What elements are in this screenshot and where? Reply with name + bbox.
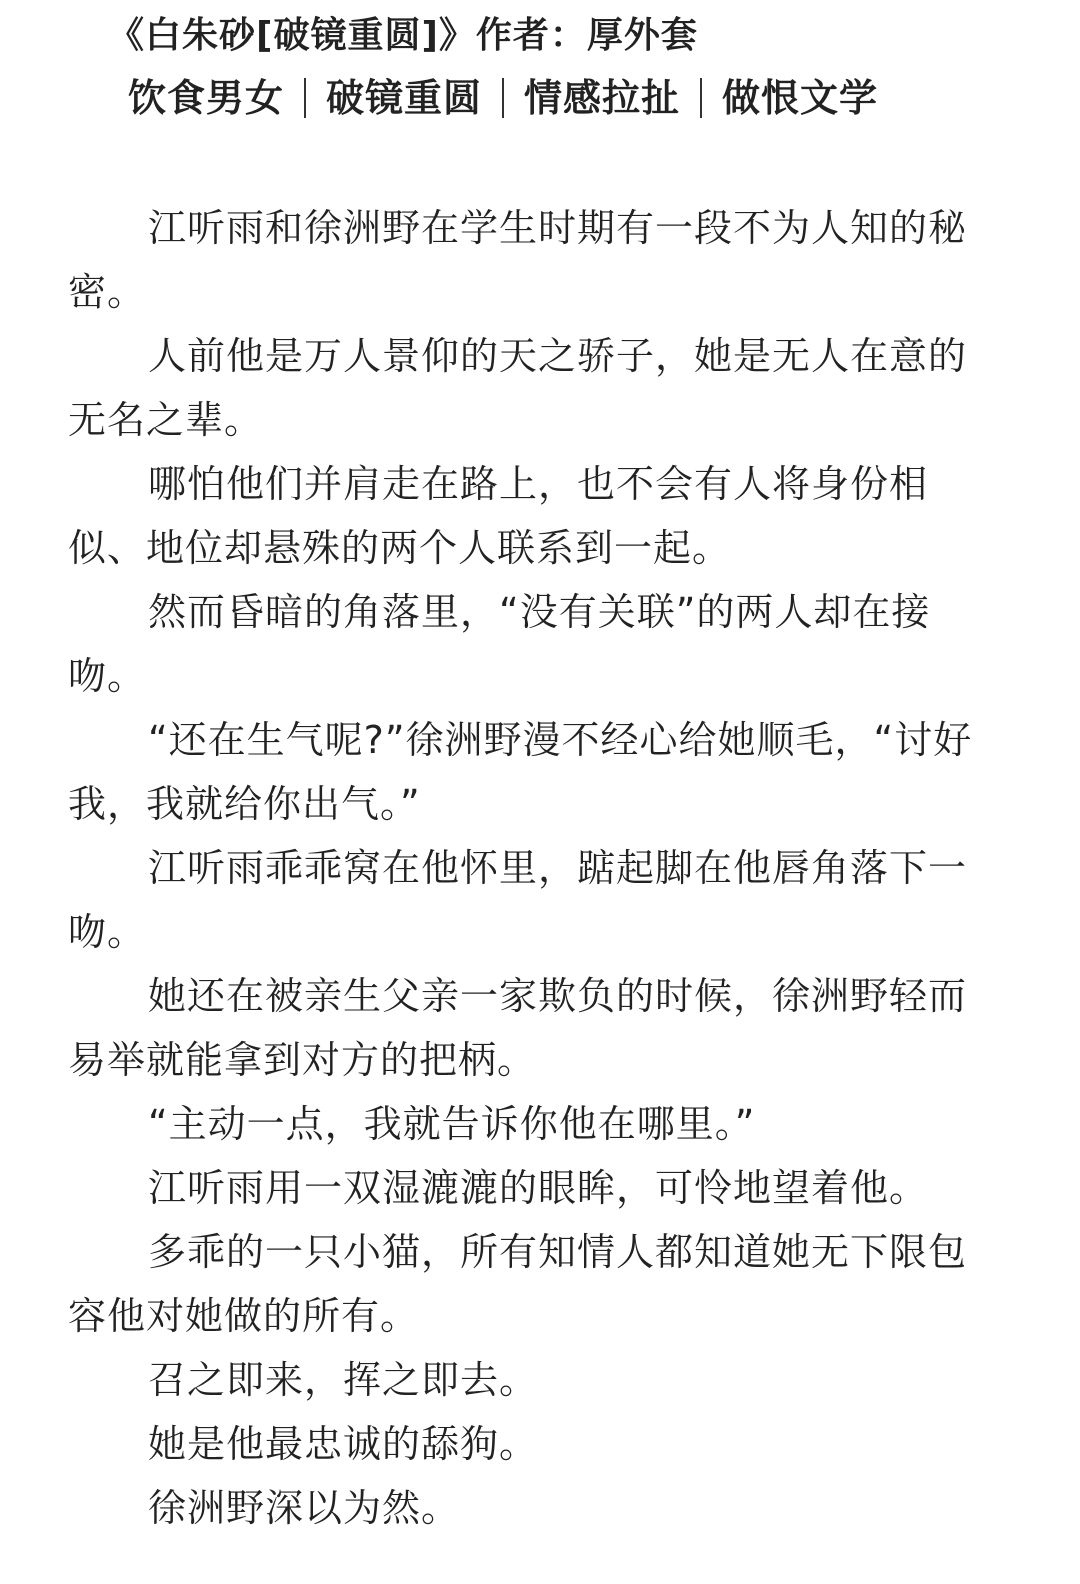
paragraph: 江听雨用一双湿漉漉的眼眸，可怜地望着他。 [148,1166,929,1210]
paragraph: 然而昏暗的角落里，“没有关联”的两人却在接吻。 [68,590,931,698]
paragraph: 人前他是万人景仰的天之骄子，她是无人在意的无名之辈。 [68,334,968,442]
tag-divider [304,78,306,118]
tag-divider [700,78,702,118]
paragraph: “主动一点，我就告诉你他在哪里。” [148,1102,756,1146]
tag-divider [502,78,504,118]
paragraph: 她是他最忠诚的舔狗。 [148,1422,539,1466]
tag-item: 饮食男女 [128,76,285,120]
book-title: 《白朱砂[破镜重圆]》作者：厚外套 [108,15,698,56]
paragraph: “还在生气呢?”徐洲野漫不经心给她顺毛，“讨好我，我就给你出气。” [68,718,973,826]
synopsis-body [68,196,988,1540]
paragraph: 她还在被亲生父亲一家欺负的时候，徐洲野轻而易举就能拿到对方的把柄。 [68,974,968,1082]
paragraph: 召之即来，挥之即去。 [148,1358,539,1402]
tag-item: 情感拉扯 [524,76,681,120]
paragraph: 江听雨和徐洲野在学生时期有一段不为人知的秘密。 [68,206,968,314]
tag-item: 做恨文学 [722,76,879,120]
tag-item: 破镜重圆 [326,76,483,120]
paragraph: 江听雨乖乖窝在他怀里，踮起脚在他唇角落下一吻。 [68,846,968,954]
paragraph: 徐洲野深以为然。 [148,1486,461,1530]
paragraph: 哪怕他们并肩走在路上，也不会有人将身份相似、地位却悬殊的两个人联系到一起。 [68,462,929,570]
tag-list [128,72,878,124]
paragraph: 多乖的一只小猫，所有知情人都知道她无下限包容他对她做的所有。 [68,1230,968,1338]
